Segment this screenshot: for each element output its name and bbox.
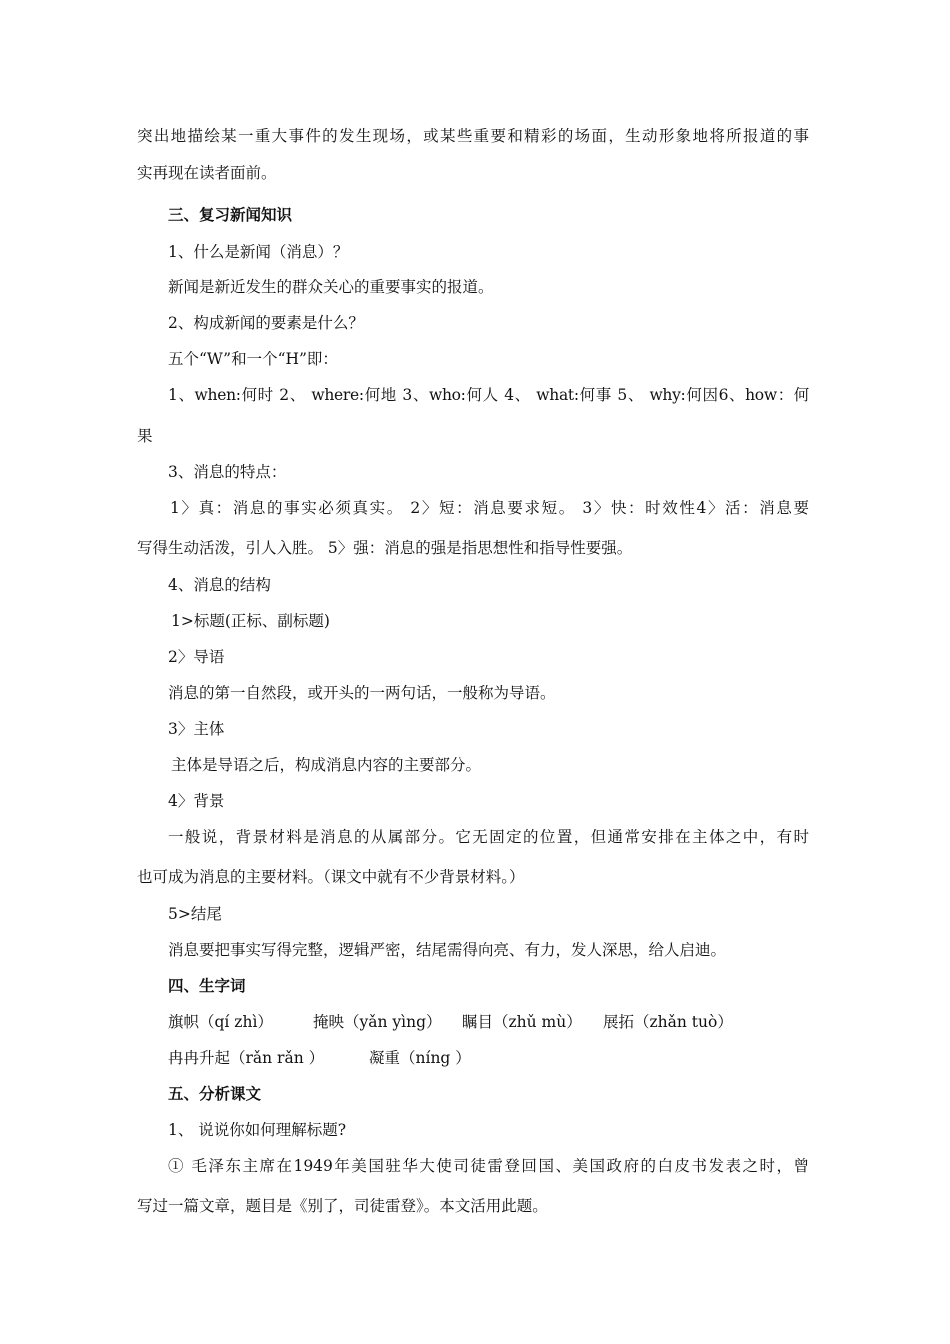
subheading-line: 4〉背景 — [168, 792, 225, 810]
question-line: 1、 说说你如何理解标题? — [168, 1121, 347, 1139]
paragraph-line: 实再现在读者面前。 — [137, 164, 277, 182]
paragraph-line: 一般说，背景材料是消息的从属部分。它无固定的位置，但通常安排在主体之中，有时 — [168, 828, 809, 846]
vocab-item: 冉冉升起（rǎn rǎn ） — [168, 1049, 325, 1067]
vocab-item: 展拓（zhǎn tuò） — [603, 1013, 733, 1031]
vocab-item: 瞩目（zhǔ mù） — [462, 1013, 582, 1031]
question-line: 4、消息的结构 — [168, 576, 271, 594]
paragraph-line: 果 — [137, 427, 153, 445]
paragraph-line: 突出地描绘某一重大事件的发生现场，或某些重要和精彩的场面，生动形象地将所报道的事 — [137, 127, 809, 145]
section-heading: 三、复习新闻知识 — [168, 205, 293, 224]
subheading-line: 5>结尾 — [168, 905, 222, 923]
subheading-line: 1>标题(正标、副标题) — [171, 612, 330, 630]
section-heading: 四、生字词 — [168, 976, 246, 995]
subheading-line: 3〉主体 — [168, 720, 225, 738]
question-line: 3、消息的特点： — [168, 463, 287, 481]
paragraph-line: 消息的第一自然段，或开头的一两句话，一般称为导语。 — [168, 684, 556, 702]
paragraph-line: ① 毛泽东主席在1949年美国驻华大使司徒雷登回国、美国政府的白皮书发表之时，曾 — [168, 1157, 809, 1175]
question-line: 1、什么是新闻（消息）？ — [168, 243, 349, 261]
question-line: 2、构成新闻的要素是什么？ — [168, 314, 364, 332]
paragraph-line: 五个“W”和一个“H”即： — [168, 350, 338, 368]
vocab-item: 凝重（níng ） — [369, 1049, 471, 1067]
paragraph-line: 消息要把事实写得完整，逻辑严密，结尾需得向亮、有力，发人深思，给人启迪。 — [168, 941, 727, 959]
paragraph-line: 新闻是新近发生的群众关心的重要事实的报道。 — [168, 278, 494, 296]
subheading-line: 2〉导语 — [168, 648, 225, 666]
section-heading: 五、分析课文 — [168, 1084, 262, 1103]
paragraph-line: 1〉真：消息的事实必须真实。 2〉短：消息要求短。 3〉快：时效性4〉活：消息要 — [170, 499, 809, 517]
paragraph-line: 主体是导语之后，构成消息内容的主要部分。 — [171, 756, 482, 774]
paragraph-line: 1、when:何时 2、 where:何地 3、who:何人 4、 what:何事 5、 why:何因6、how：何 — [168, 386, 810, 404]
vocab-item: 旗帜（qí zhì） — [168, 1013, 273, 1031]
vocab-item: 掩映（yǎn yìng） — [313, 1013, 442, 1031]
paragraph-line: 写得生动活泼，引人入胜。 5〉强：消息的强是指思想性和指导性要强。 — [137, 539, 633, 557]
paragraph-line: 写过一篇文章，题目是《别了，司徒雷登》。本文活用此题。 — [137, 1197, 548, 1215]
paragraph-line: 也可成为消息的主要材料。（课文中就有不少背景材料。） — [137, 868, 525, 886]
